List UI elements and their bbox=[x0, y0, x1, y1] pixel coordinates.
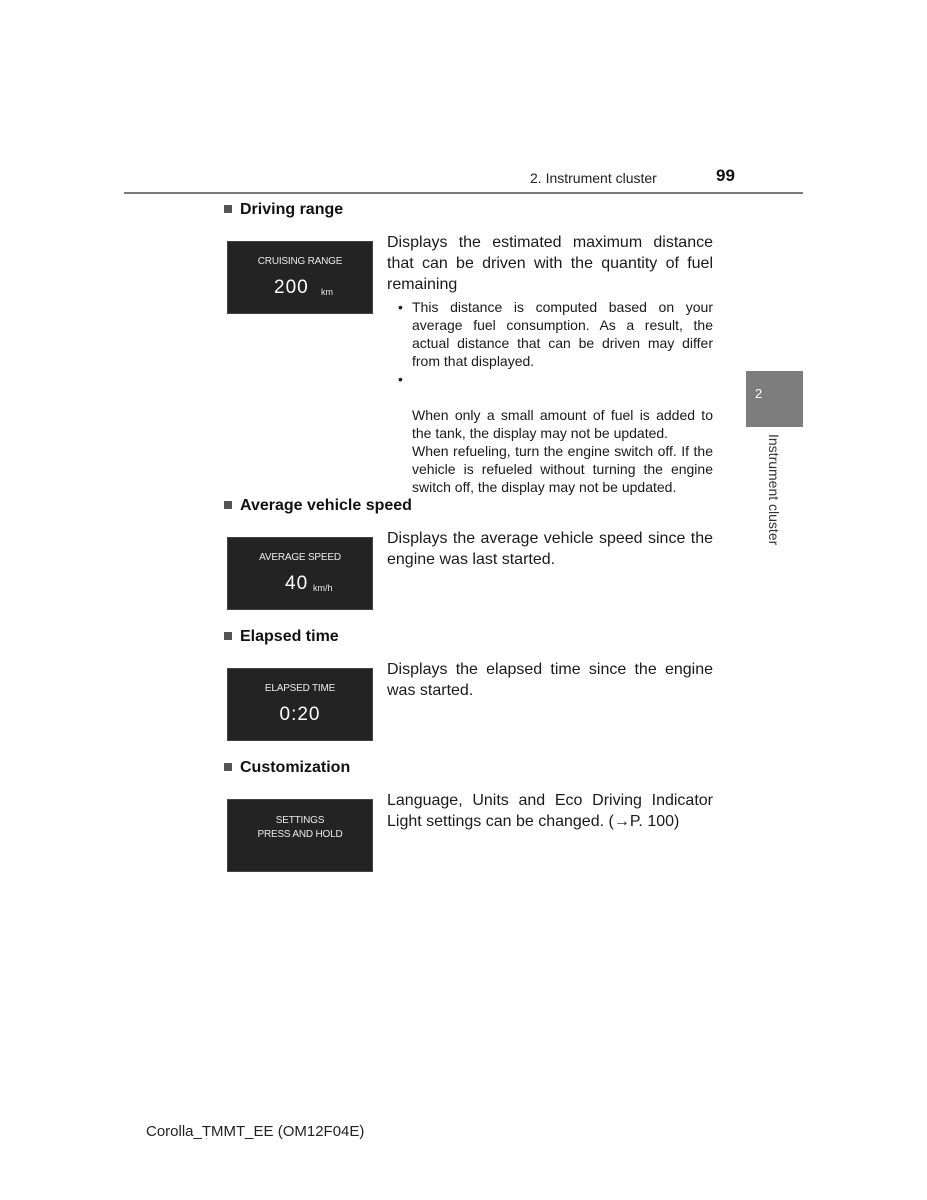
chapter-side-label: Instrument cluster bbox=[766, 434, 782, 546]
section-title: Elapsed time bbox=[240, 628, 339, 645]
note-text: This distance is computed based on your average fuel consumption. As a result, the actual distance that can be driven may differ from that displayed. bbox=[412, 299, 713, 369]
section-description: Language, Units and Eco Driving Indicator Light settings can be changed. (→P. 100) bbox=[387, 792, 713, 830]
section-title: Driving range bbox=[240, 201, 344, 218]
header-rule bbox=[124, 192, 803, 194]
square-bullet-icon bbox=[224, 763, 232, 771]
section-description: Displays the elapsed time since the engine was started. bbox=[387, 661, 713, 699]
display-value: 200 bbox=[274, 277, 309, 298]
section-customization bbox=[224, 759, 714, 879]
display-value: 40 bbox=[285, 573, 309, 594]
display-label: AVERAGE SPEED bbox=[259, 552, 341, 563]
square-bullet-icon bbox=[224, 205, 232, 213]
notes-list bbox=[387, 298, 713, 496]
section-elapsed-time bbox=[224, 628, 714, 748]
display-unit: km bbox=[321, 287, 333, 297]
settings-display bbox=[227, 799, 373, 872]
elapsed-time-display bbox=[227, 668, 373, 741]
note-text: When only a small amount of fuel is added to the tank, the display may not be updated. When refueling, turn the engine switch off. If the vehicle is refueled without turning the engine switch off, the display may not be updated. bbox=[412, 407, 713, 495]
cruising-range-display bbox=[227, 241, 373, 314]
section-driving-range bbox=[224, 201, 714, 495]
section-heading bbox=[224, 628, 714, 650]
display-label: CRUISING RANGE bbox=[257, 256, 343, 267]
section-heading bbox=[224, 201, 714, 223]
display-label: ELAPSED TIME bbox=[264, 683, 336, 694]
chapter-tab-number: 2 bbox=[755, 386, 763, 401]
display-label-line1: SETTINGS bbox=[275, 815, 325, 826]
average-speed-display bbox=[227, 537, 373, 610]
page-header-section: 2. Instrument cluster bbox=[530, 170, 657, 186]
section-title: Customization bbox=[240, 759, 351, 776]
section-description: Displays the estimated maximum distance that can be driven with the quantity of fuel remaining bbox=[387, 234, 713, 293]
section-heading bbox=[224, 497, 714, 519]
section-heading bbox=[224, 759, 714, 781]
note-bullet: • bbox=[398, 371, 403, 387]
section-average-vehicle-speed bbox=[224, 497, 714, 617]
display-label-line2: PRESS AND HOLD bbox=[257, 829, 343, 840]
display-value: 0:20 bbox=[279, 704, 321, 725]
section-title: Average vehicle speed bbox=[240, 497, 412, 514]
note-bullet: • bbox=[398, 299, 403, 315]
note-item bbox=[387, 370, 713, 496]
page-number: 99 bbox=[716, 166, 735, 185]
chapter-tab bbox=[746, 371, 803, 427]
square-bullet-icon bbox=[224, 632, 232, 640]
display-unit: km/h bbox=[313, 583, 333, 593]
page-footer: Corolla_TMMT_EE (OM12F04E) bbox=[146, 1123, 365, 1140]
square-bullet-icon bbox=[224, 501, 232, 509]
note-item bbox=[387, 298, 713, 370]
section-description: Displays the average vehicle speed since the engine was last started. bbox=[387, 530, 713, 568]
